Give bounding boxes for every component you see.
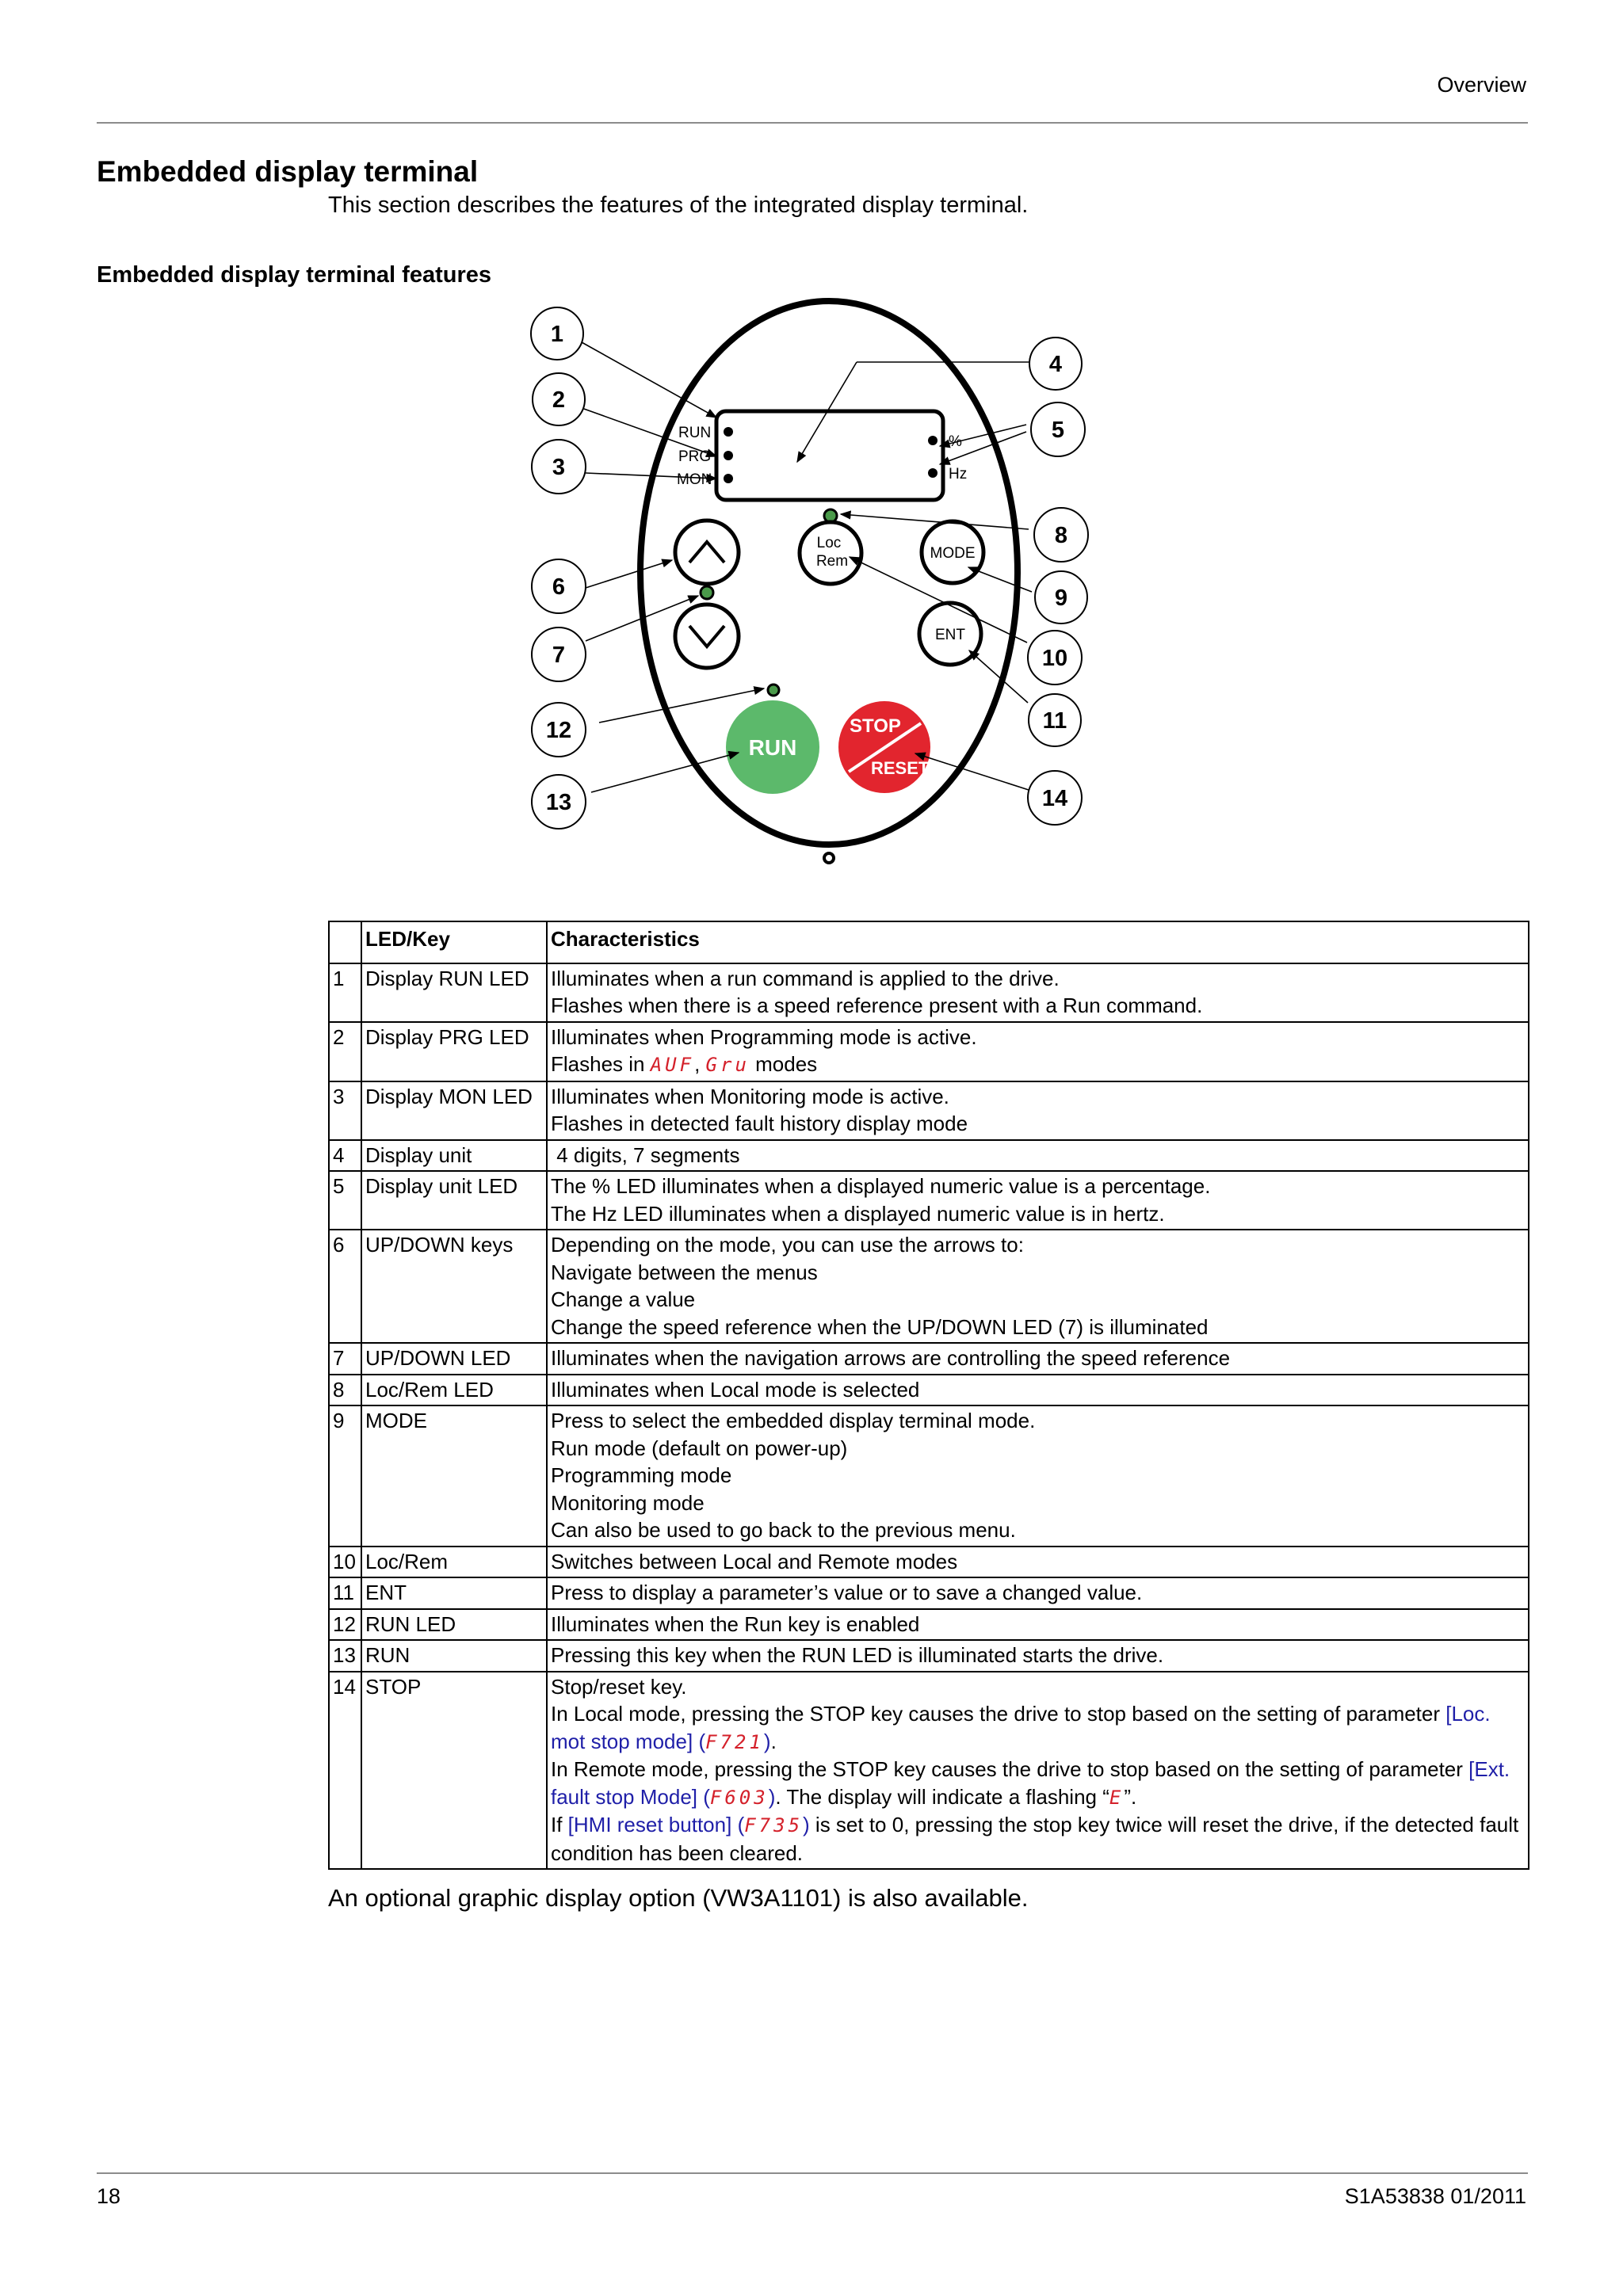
table-row: [329, 963, 1529, 1022]
callout-8: 8: [1054, 523, 1068, 548]
page-number: 18: [97, 2184, 121, 2208]
section-intro: This section describes the features of the integrated display terminal.: [328, 193, 1029, 218]
row-line: Change the speed reference when the UP/DOWN LED (7) is illuminated: [551, 1314, 1209, 1339]
table-row: [329, 1140, 1529, 1172]
callout-7: 7: [552, 643, 566, 668]
percent-led-label: %: [949, 433, 962, 450]
hmi-reset-button-link[interactable]: [HMI reset button]: [567, 1813, 732, 1836]
row-led-key: Display PRG LED: [361, 1022, 547, 1081]
table-row: [329, 1640, 1529, 1672]
row-line: Illuminates when Monitoring mode is active.: [551, 1084, 949, 1108]
up-key: [675, 521, 739, 584]
table-row: [329, 1230, 1529, 1343]
code-f735: F735: [744, 1814, 804, 1836]
terminal-diagram: [0, 0, 1623, 887]
row-led-key: RUN: [361, 1640, 547, 1672]
flashing-text: . The display will indicate a flashing “: [775, 1784, 1109, 1809]
hz-led: [928, 468, 938, 478]
row-led-key: Loc/Rem: [361, 1547, 547, 1578]
if-text: If: [551, 1813, 568, 1836]
optional-display-note: An optional graphic display option (VW3A1101) is also available.: [328, 1884, 1029, 1912]
run-led-label: RUN: [678, 425, 712, 441]
row-number: 7: [329, 1343, 361, 1375]
callout-3: 3: [552, 455, 566, 480]
row-led-key: STOP: [361, 1672, 547, 1870]
table-row: [329, 1547, 1529, 1578]
row-number: 2: [329, 1022, 361, 1081]
down-key: [675, 605, 739, 668]
code-auf: AUF: [650, 1054, 695, 1076]
mon-led: [724, 474, 733, 483]
row-line: Run mode (default on power-up): [551, 1436, 848, 1460]
table-row: [329, 1577, 1529, 1609]
row-number: 12: [329, 1609, 361, 1641]
header-characteristics: Characteristics: [547, 921, 1529, 963]
callout-11: 11: [1042, 708, 1067, 734]
row-characteristics: [547, 1577, 1529, 1609]
row-line: Can also be used to go back to the previous menu.: [551, 1518, 1016, 1542]
stop-label: STOP: [850, 715, 901, 737]
callout-2: 2: [552, 387, 566, 413]
row-characteristics: [547, 1609, 1529, 1641]
table-header-row: [329, 921, 1529, 963]
row-led-key: Loc/Rem LED: [361, 1375, 547, 1406]
row-line: Illuminates when Programming mode is active.: [551, 1024, 977, 1049]
row-number: 5: [329, 1171, 361, 1230]
row-led-key: Display RUN LED: [361, 963, 547, 1022]
row-line: Navigate between the menus: [551, 1260, 818, 1284]
callout-14: 14: [1041, 786, 1068, 811]
run-led: [724, 427, 733, 437]
callout-6: 6: [552, 574, 566, 600]
document-reference: S1A53838 01/2011: [1344, 2184, 1526, 2208]
callout-13: 13: [545, 790, 572, 815]
row-line: The Hz LED illuminates when a displayed numeric value is in hertz.: [551, 1201, 1165, 1226]
row-line: Illuminates when the navigation arrows are controlling the speed reference: [551, 1346, 1231, 1370]
row-number: 14: [329, 1672, 361, 1870]
row-number: 10: [329, 1547, 361, 1578]
table-row: [329, 1081, 1529, 1140]
row-led-key: MODE: [361, 1405, 547, 1547]
section-title: Embedded display terminal: [97, 155, 479, 188]
prg-led-label: PRG: [678, 448, 712, 465]
row-characteristics: [547, 1672, 1529, 1870]
code-e: E: [1109, 1786, 1125, 1809]
updown-led: [701, 586, 713, 599]
row-line: Switches between Local and Remote modes: [551, 1549, 958, 1573]
row-number: 4: [329, 1140, 361, 1172]
run-key-label: RUN: [748, 735, 797, 760]
ent-label: ENT: [935, 627, 965, 643]
row-characteristics: [547, 1140, 1529, 1172]
reset-rest-text: is set to 0, pressing the stop key twice will reset the drive, if the detected fault condition has been cleared.: [551, 1813, 1519, 1865]
callout-12: 12: [545, 718, 572, 743]
row-line: Stop/reset key.: [551, 1674, 687, 1699]
row-number: 11: [329, 1577, 361, 1609]
row-led-key: UP/DOWN keys: [361, 1230, 547, 1343]
remote-mode-text: In Remote mode, pressing the STOP key causes the drive to stop based on the setting of parameter: [551, 1757, 1469, 1781]
row-line: If [HMI reset button] (F735) is set to 0, pressing the stop key twice will reset the drive, if the detected fault condition has been cleared.: [551, 1813, 1519, 1865]
callout-1: 1: [550, 322, 564, 347]
flashes-suffix: modes: [749, 1052, 818, 1076]
features-table-body: [329, 963, 1529, 1870]
mode-label: MODE: [930, 545, 976, 562]
row-line: Depending on the mode, you can use the arrows to:: [551, 1233, 1024, 1257]
table-row: [329, 1609, 1529, 1641]
header-led-key: LED/Key: [361, 921, 547, 963]
table-row-stop: [329, 1672, 1529, 1870]
row-line: The % LED illuminates when a displayed numeric value is a percentage.: [551, 1174, 1211, 1198]
ext-fault-stop-mode-link[interactable]: [Ext. fault stop Mode]: [551, 1757, 1510, 1809]
mount-hole: [824, 853, 834, 863]
loc-mot-stop-mode-link[interactable]: [Loc. mot stop mode]: [551, 1702, 1491, 1753]
row-line: [551, 1051, 1525, 1079]
table-row: [329, 1343, 1529, 1375]
row-characteristics: [547, 1081, 1529, 1140]
table-row: [329, 1171, 1529, 1230]
flashes-prefix: Flashes in: [551, 1052, 651, 1076]
row-line: In Remote mode, pressing the STOP key causes the drive to stop based on the setting of parameter [Ext. fault stop Mode] (F603). The display will indicate a flashing “E”.: [551, 1757, 1510, 1809]
loc-label: Loc: [816, 535, 842, 551]
row-characteristics: [547, 1022, 1529, 1081]
row-number: 1: [329, 963, 361, 1022]
percent-led: [928, 436, 938, 445]
row-line: Illuminates when Local mode is selected: [551, 1377, 920, 1402]
table-row: [329, 1405, 1529, 1547]
row-led-key: Display unit LED: [361, 1171, 547, 1230]
row-line: Change a value: [551, 1287, 696, 1311]
callout-4: 4: [1048, 352, 1063, 377]
row-number: 8: [329, 1375, 361, 1406]
row-led-key: Display unit: [361, 1140, 547, 1172]
features-table: [328, 921, 1529, 1870]
code-f721: F721: [705, 1730, 764, 1753]
flashing-end: ”.: [1124, 1784, 1137, 1809]
running-header: Overview: [1437, 73, 1526, 97]
footer-rule: [97, 2172, 1528, 2174]
row-line: Monitoring mode: [551, 1490, 705, 1515]
row-line: Flashes in detected fault history display mode: [551, 1112, 968, 1135]
row-line: Illuminates when a run command is applied to the drive.: [551, 966, 1060, 990]
row-characteristics: [547, 1375, 1529, 1406]
code-separator: ,: [694, 1052, 706, 1076]
table-row: [329, 1375, 1529, 1406]
subsection-title: Embedded display terminal features: [97, 262, 491, 288]
header-number: [329, 921, 361, 963]
row-led-key: ENT: [361, 1577, 547, 1609]
hz-led-label: Hz: [949, 466, 968, 482]
row-line: Pressing this key when the RUN LED is illuminated starts the drive.: [551, 1643, 1164, 1667]
rem-label: Rem: [815, 553, 849, 570]
row-led-key: UP/DOWN LED: [361, 1343, 547, 1375]
row-number: 6: [329, 1230, 361, 1343]
row-characteristics: [547, 1405, 1529, 1547]
row-characteristics: [547, 1547, 1529, 1578]
row-characteristics: [547, 1640, 1529, 1672]
row-characteristics: [547, 963, 1529, 1022]
display-window: [716, 411, 943, 500]
row-line: 4 digits, 7 segments: [551, 1142, 740, 1167]
callout-9: 9: [1054, 585, 1068, 611]
local-mode-text: In Local mode, pressing the STOP key causes the drive to stop based on the setting of parameter: [551, 1702, 1446, 1726]
row-led-key: RUN LED: [361, 1609, 547, 1641]
row-line: Press to display a parameter’s value or to save a changed value.: [551, 1581, 1143, 1604]
row-line: Flashes when there is a speed reference present with a Run command.: [551, 994, 1203, 1017]
run-key-led: [768, 685, 779, 696]
row-characteristics: [547, 1171, 1529, 1230]
row-line: Programming mode: [551, 1463, 732, 1487]
row-led-key: Display MON LED: [361, 1081, 547, 1140]
row-line: In Local mode, pressing the STOP key causes the drive to stop based on the setting of parameter [Loc. mot stop mode] (F721).: [551, 1702, 1491, 1753]
mon-led-label: MON: [677, 471, 712, 488]
row-characteristics: [547, 1343, 1529, 1375]
row-characteristics: [547, 1230, 1529, 1343]
reset-label: RESET: [871, 758, 930, 778]
row-number: 3: [329, 1081, 361, 1140]
prg-led: [724, 451, 733, 460]
callout-5: 5: [1051, 418, 1065, 443]
row-number: 9: [329, 1405, 361, 1547]
code-f603: F603: [709, 1786, 769, 1809]
table-row: [329, 1022, 1529, 1081]
code-gru: Gru: [705, 1054, 750, 1076]
row-line: Illuminates when the Run key is enabled: [551, 1611, 920, 1636]
row-number: 13: [329, 1640, 361, 1672]
callout-10: 10: [1041, 646, 1068, 671]
row-line: Press to select the embedded display terminal mode.: [551, 1409, 1036, 1432]
